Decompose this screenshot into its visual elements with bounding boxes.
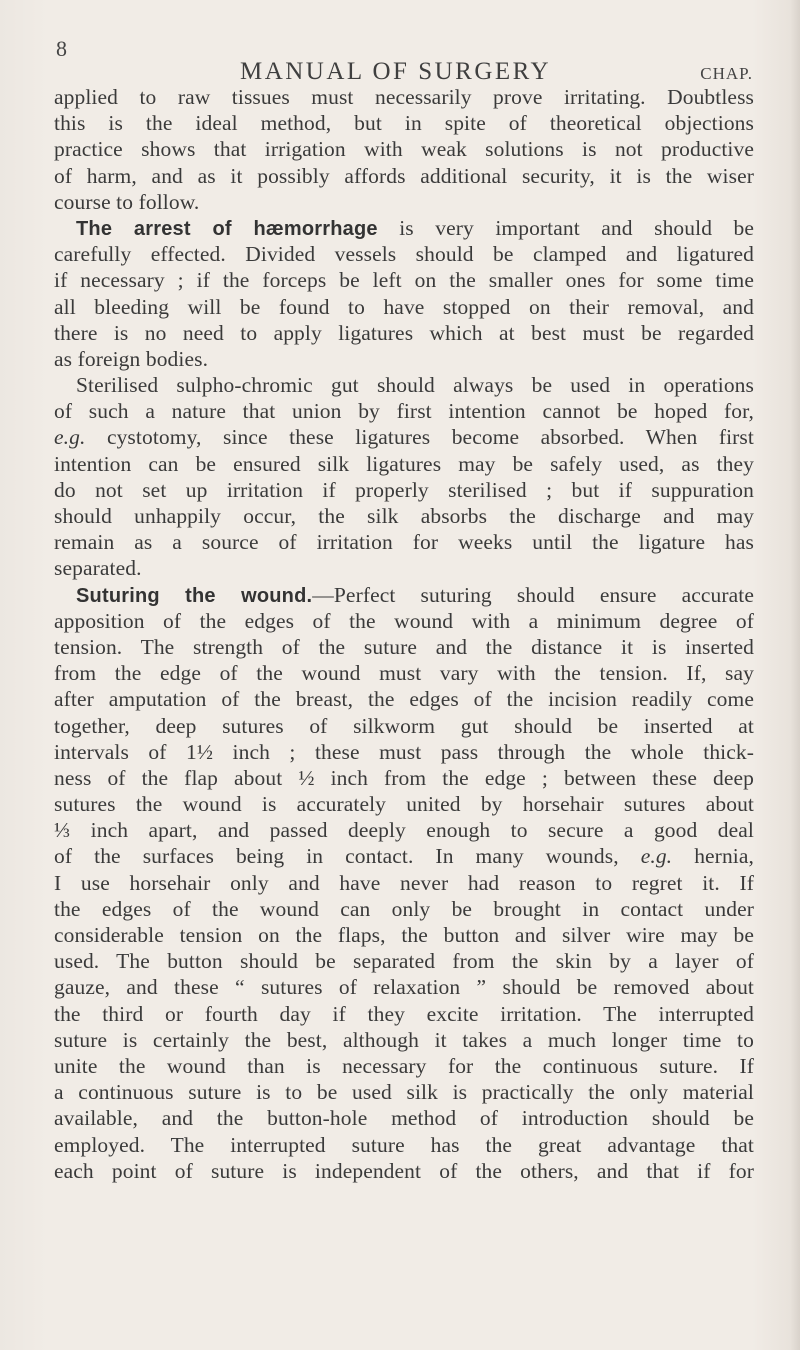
- text-line: tension. The strength of the suture and the distance it is inserted: [54, 634, 754, 659]
- text-run: hernia,: [694, 844, 754, 869]
- text-line: do not set up irritation if properly sterilised ; but if suppuration: [54, 477, 754, 502]
- text-line: as foreign bodies.: [54, 346, 209, 371]
- text-line: considerable tension on the flaps, the button and silver wire may be: [54, 923, 754, 947]
- text-line: practice shows that irrigation with weak solutions is not productive: [54, 137, 754, 162]
- text-line: separated.: [54, 556, 142, 581]
- text-line: course to follow.: [54, 189, 200, 214]
- text-line: remain as a source of irritation for weeks until the ligature has: [54, 530, 754, 555]
- text-line: available, and the button-hole method of introduction should be: [54, 1106, 754, 1131]
- text-line: [54, 215, 754, 241]
- text-line: [54, 582, 754, 608]
- body-text: [54, 84, 754, 1184]
- text-line: applied to raw tissues must necessarily prove irritating. Doubtless: [54, 85, 754, 109]
- text-run: is very important and should be: [399, 215, 755, 240]
- text-line: gauze, and these “ sutures of relaxation ” should be removed about: [54, 975, 754, 1000]
- text-line: apposition of the edges of the wound with a minimum degree of: [54, 608, 754, 633]
- page-title: MANUAL OF SURGERY: [239, 58, 552, 85]
- text-line: of harm, and as it possibly affords additional security, it is the wiser: [54, 163, 754, 188]
- text-line: should unhappily occur, the silk absorbs the discharge and may: [54, 504, 754, 528]
- text-line: a continuous suture is to be used silk is practically the only material: [54, 1080, 754, 1105]
- text-line: together, deep sutures of silkworm gut should be inserted at: [54, 713, 754, 738]
- abbreviation: e.g.: [54, 425, 86, 450]
- text-line: Sterilised sulpho-chromic gut should always be used in operations: [76, 373, 754, 398]
- section-heading: Suturing the wound.: [76, 584, 313, 607]
- text-line: there is no need to apply ligatures which at best must be regarded: [54, 320, 754, 345]
- text-line: this is the ideal method, but in spite of theoretical objections: [54, 111, 754, 136]
- text-line: I use horsehair only and have never had reason to regret it. If: [54, 870, 754, 895]
- text-line: all bleeding will be found to have stopped on their removal, and: [54, 294, 754, 319]
- text-line: used. The button should be separated from the skin by a layer of: [54, 949, 754, 974]
- running-head: [38, 36, 753, 85]
- text-line: intention can be ensured silk ligatures may be safely used, as they: [54, 451, 754, 476]
- chapter-label: CHAP.: [700, 64, 753, 83]
- text-line: [54, 843, 754, 869]
- page-number: 8: [56, 36, 67, 61]
- text-line: [54, 424, 754, 450]
- abbreviation: e.g.: [640, 844, 673, 869]
- text-run: cystotomy, since these ligatures become absorbed. When first: [106, 425, 754, 450]
- text-line: after amputation of the breast, the edges of the incision readily come: [54, 687, 754, 712]
- text-line: the third or fourth day if they excite irritation. The interrupted: [54, 1001, 754, 1026]
- text-line: each point of suture is independent of the others, and that if for: [54, 1158, 754, 1183]
- text-line: of such a nature that union by first intention cannot be hoped for,: [54, 399, 754, 424]
- text-line: if necessary ; if the forceps be left on the smaller ones for some time: [54, 268, 754, 293]
- text-line: the edges of the wound can only be brought in contact under: [54, 896, 754, 921]
- section-heading: The arrest of hæmorrhage: [76, 217, 378, 240]
- text-line: sutures the wound is accurately united by horsehair sutures about: [54, 792, 754, 817]
- page-edge-shadow: [790, 0, 800, 1350]
- text-run: of the surfaces being in contact. In many wounds,: [54, 844, 619, 869]
- text-line: ⅓ inch apart, and passed deeply enough to secure a good deal: [54, 818, 754, 843]
- text-line: unite the wound than is necessary for the continuous suture. If: [54, 1053, 754, 1078]
- text-line: employed. The interrupted suture has the great advantage that: [54, 1132, 754, 1157]
- text-line: from the edge of the wound must vary with the tension. If, say: [54, 661, 754, 686]
- text-line: intervals of 1½ inch ; these must pass through the whole thick-: [54, 739, 754, 764]
- text-line: ness of the flap about ½ inch from the edge ; between these deep: [54, 765, 754, 790]
- text-line: suture is certainly the best, although it takes a much longer time to: [54, 1027, 754, 1052]
- text-run: —Perfect suturing should ensure accurate: [312, 582, 754, 607]
- text-line: carefully effected. Divided vessels should be clamped and ligatured: [54, 242, 754, 267]
